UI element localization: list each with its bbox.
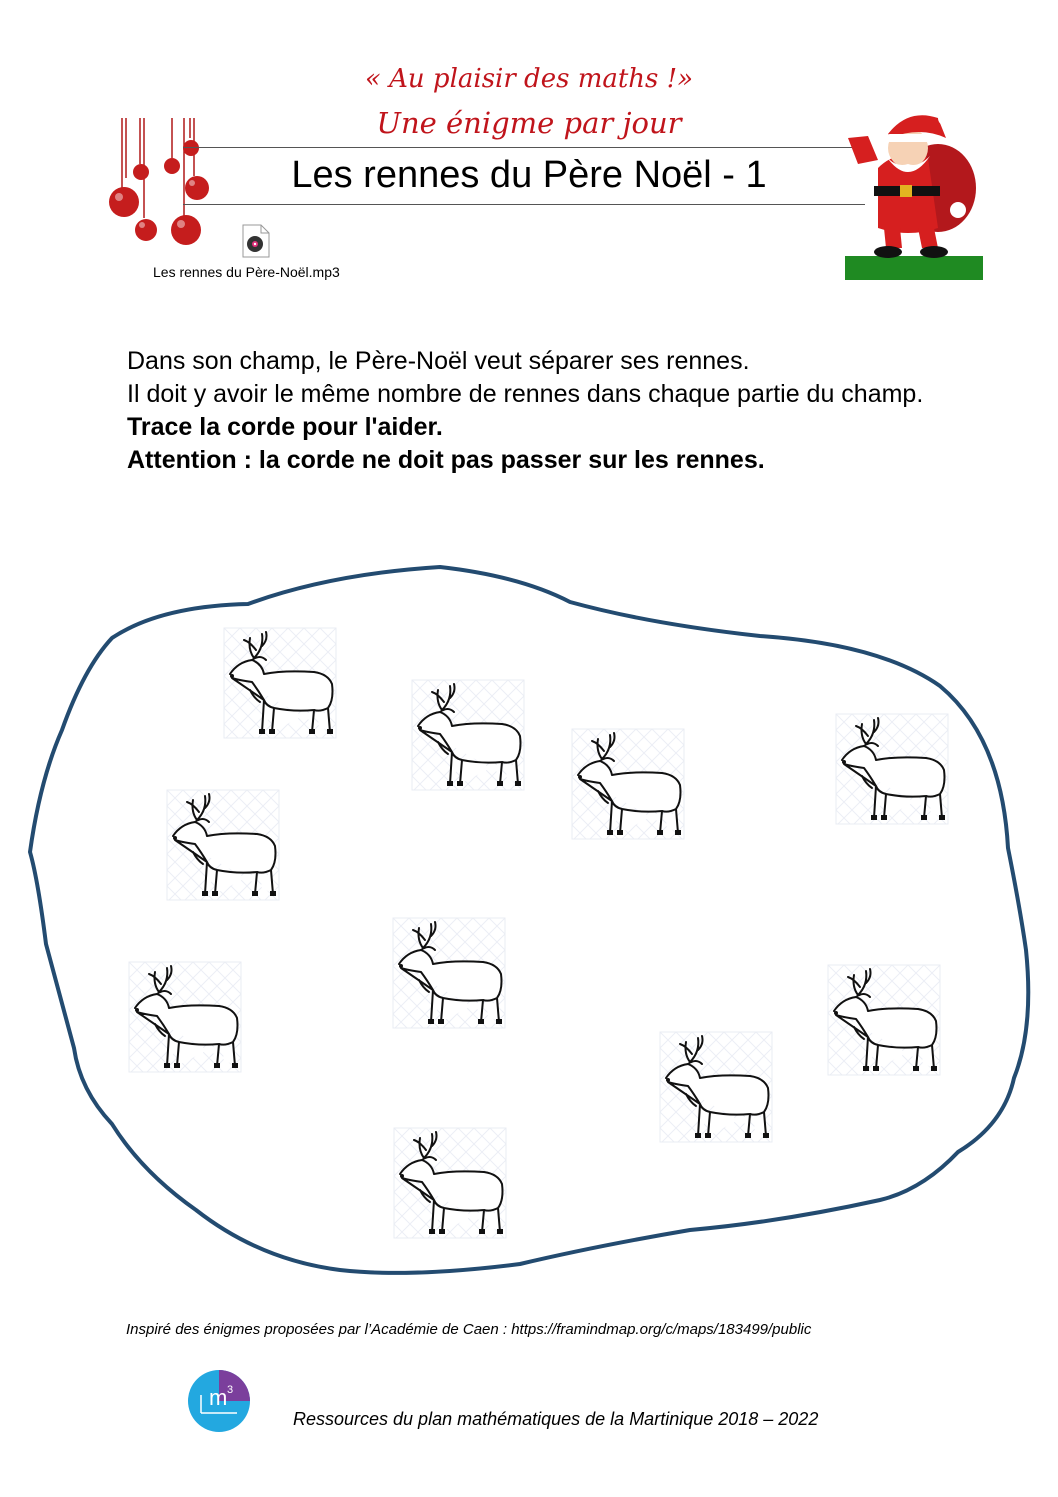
field-boundary [30, 567, 1028, 1273]
m3-logo [187, 1369, 251, 1433]
reindeer-8 [828, 965, 940, 1075]
header-subtitle: Une énigme par jour [376, 106, 682, 140]
reindeer-7 [129, 962, 241, 1072]
source-credit: Inspiré des énigmes proposées par l’Académie de Caen : https://framindmap.org/c/maps/183499/public [126, 1321, 812, 1338]
reindeer-3 [572, 729, 684, 839]
reindeer-1 [224, 628, 336, 738]
audio-file-label[interactable]: Les rennes du Père-Noël.mp3 [153, 264, 340, 280]
reindeer-2 [412, 680, 524, 790]
reindeer-5 [167, 790, 279, 900]
instruction-warning: Attention : la corde ne doit pas passer sur les rennes. [127, 446, 765, 474]
reindeer-10 [394, 1128, 506, 1238]
header-tagline: « Au plaisir des maths !» [364, 64, 694, 94]
m3-logo-sup: 3 [227, 1384, 234, 1396]
footer-text: Ressources du plan mathématiques de la Martinique 2018 – 2022 [293, 1409, 819, 1429]
instruction-intro: Dans son champ, le Père-Noël veut séparer ses rennes. [127, 347, 750, 375]
m3-logo-text: m [209, 1385, 228, 1410]
reindeer-6 [393, 918, 505, 1028]
page-title: Les rennes du Père Noël - 1 [291, 154, 767, 196]
reindeer-9 [660, 1032, 772, 1142]
reindeer-4 [836, 714, 948, 824]
instruction-task: Trace la corde pour l'aider. [127, 413, 443, 441]
instruction-rule: Il doit y avoir le même nombre de rennes dans chaque partie du champ. [127, 380, 924, 408]
